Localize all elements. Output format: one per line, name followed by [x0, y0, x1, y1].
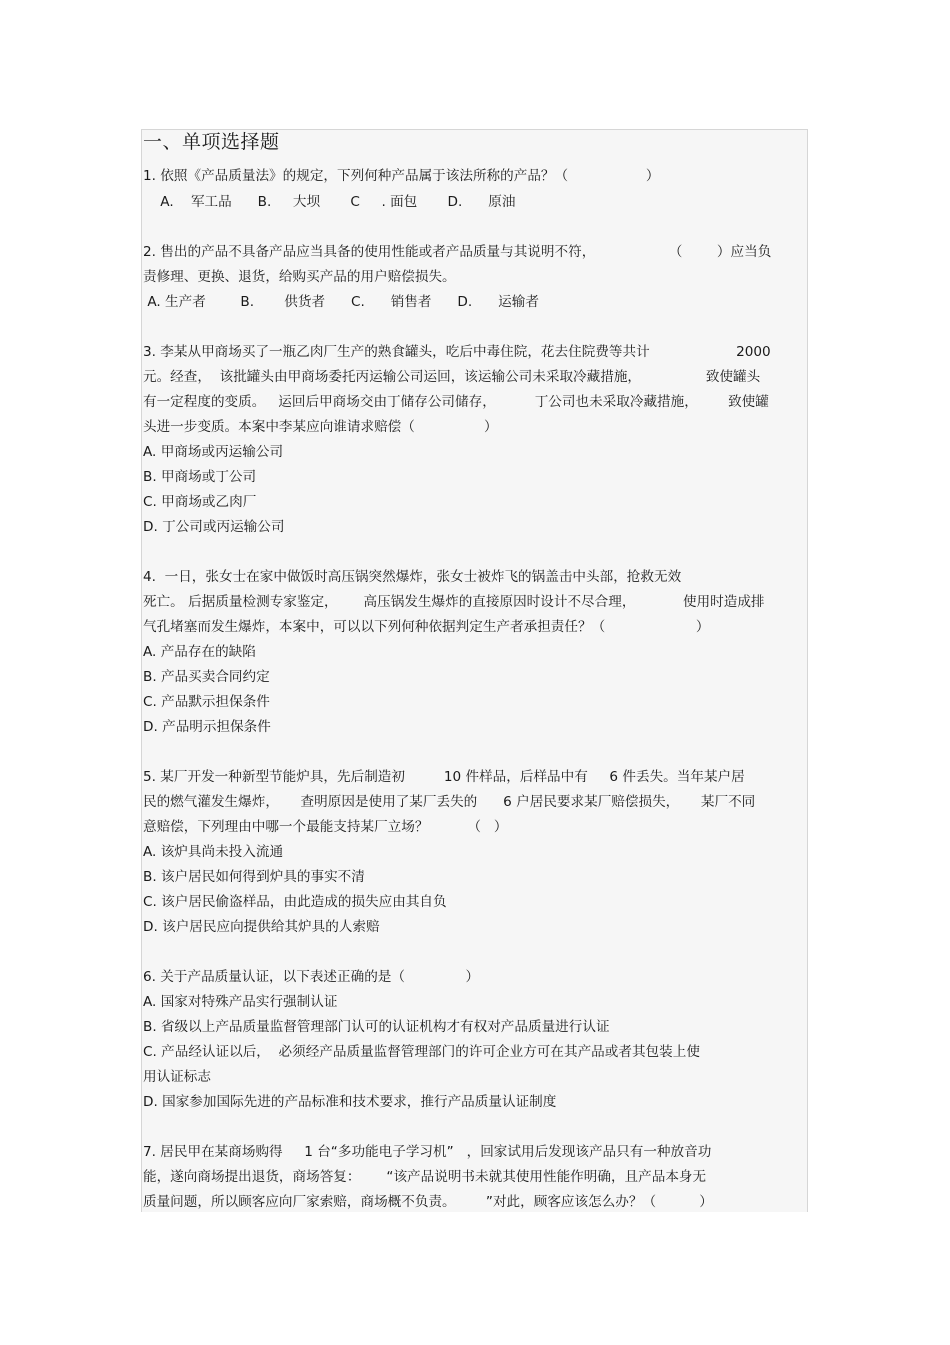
question-text-line: 意赔偿，下列理由中哪一个最能支持某厂立场？ （ ） — [143, 819, 508, 835]
question-6 — [143, 965, 808, 1115]
section-title: 一、单项选择题 — [143, 131, 280, 153]
option-c-continued: 用认证标志 — [143, 1069, 211, 1085]
option-a: A. 国家对特殊产品实行强制认证 — [143, 994, 338, 1010]
option-c: C. 产品经认证以后， 必须经产品质量监督管理部门的许可企业方可在其产品或者其包装上使 — [143, 1044, 700, 1060]
option-a: A. 甲商场或丙运输公司 — [143, 444, 284, 460]
question-text-line: 气孔堵塞而发生爆炸，本案中，可以以下列何种依据判定生产者承担责任？（ ） — [143, 619, 710, 635]
question-text-line: 5. 某厂开发一种新型节能炉具，先后制造初 10 件样品，后样品中有 6 件丢失。当年某户居 — [143, 769, 745, 785]
question-5 — [143, 765, 808, 940]
question-text-line: 头进一步变质。本案中李某应向谁请求赔偿（ ） — [143, 419, 498, 435]
option-c: C. 甲商场或乙肉厂 — [143, 494, 257, 510]
question-text-line: 责修理、更换、退货，给购买产品的用户赔偿损失。 — [143, 269, 456, 285]
question-2 — [143, 240, 808, 315]
question-text-line: 4. 一日，张女士在家中做饭时高压锅突然爆炸，张女士被炸飞的锅盖击中头部，抢救无效 — [143, 569, 682, 585]
option-d: D. 国家参加国际先进的产品标准和技术要求，推行产品质量认证制度 — [143, 1094, 557, 1110]
question-text-line: 质量问题，所以顾客应向厂家索赔，商场概不负责。 ”对此，顾客应该怎么办？（ ） — [143, 1194, 713, 1210]
option-b: B. 甲商场或丁公司 — [143, 469, 257, 485]
question-text-line: 有一定程度的变质。 运回后甲商场交由丁储存公司储存， 丁公司也未采取冷藏措施， 致使罐 — [143, 394, 769, 410]
options-line: A. 生产者 B. 供货者 C. 销售者 D. 运输者 — [143, 294, 539, 310]
option-c: C. 产品默示担保条件 — [143, 694, 270, 710]
option-b: B. 省级以上产品质量监督管理部门认可的认证机构才有权对产品质量进行认证 — [143, 1019, 610, 1035]
option-b: B. 该户居民如何得到炉具的事实不清 — [143, 869, 365, 885]
question-text-line: 民的燃气灌发生爆炸， 查明原因是使用了某厂丢失的 6 户居民要求某厂赔偿损失， 某厂不同 — [143, 794, 756, 810]
question-text-line: 能，遂向商场提出退货，商场答复： “该产品说明书未就其使用性能作明确，且产品本身无 — [143, 1169, 707, 1185]
question-text-line: 6. 关于产品质量认证，以下表述正确的是（ ） — [143, 969, 480, 985]
question-text-line: 死亡。 后据质量检测专家鉴定， 高压锅发生爆炸的直接原因时设计不尽合理， 使用时造成排 — [143, 594, 765, 610]
question-4 — [143, 565, 808, 740]
question-text-line: 7. 居民甲在某商场购得 1 台“多功能电子学习机” ，回家试用后发现该产品只有一种放音功 — [143, 1144, 712, 1160]
question-text-line: 3. 李某从甲商场买了一瓶乙肉厂生产的熟食罐头，吃后中毒住院，花去住院费等共计 2000 — [143, 344, 771, 360]
option-d: D. 丁公司或丙运输公司 — [143, 519, 285, 535]
document-content — [143, 128, 808, 1215]
option-d: D. 产品明示担保条件 — [143, 719, 271, 735]
question-text-line: 2. 售出的产品不具备产品应当具备的使用性能或者产品质量与其说明不符， （ ）应当负 — [143, 244, 772, 260]
option-a: A. 该炉具尚未投入流通 — [143, 844, 284, 860]
question-7 — [143, 1140, 808, 1215]
question-text-line: 元。经查， 该批罐头由甲商场委托丙运输公司运回，该运输公司未采取冷藏措施， 致使罐头 — [143, 369, 761, 385]
option-a: A. 产品存在的缺陷 — [143, 644, 256, 660]
question-1 — [143, 164, 808, 215]
option-b: B. 产品买卖合同约定 — [143, 669, 270, 685]
question-text-line: 1. 依照《产品质量法》的规定，下列何种产品属于该法所称的产品？（ ） — [143, 168, 660, 184]
question-3 — [143, 340, 808, 540]
option-d: D. 该户居民应向提供给其炉具的人索赔 — [143, 919, 380, 935]
options-line: A. 军工品 B. 大坝 C . 面包 D. 原油 — [143, 194, 516, 210]
option-c: C. 该户居民偷盗样品，由此造成的损失应由其自负 — [143, 894, 447, 910]
